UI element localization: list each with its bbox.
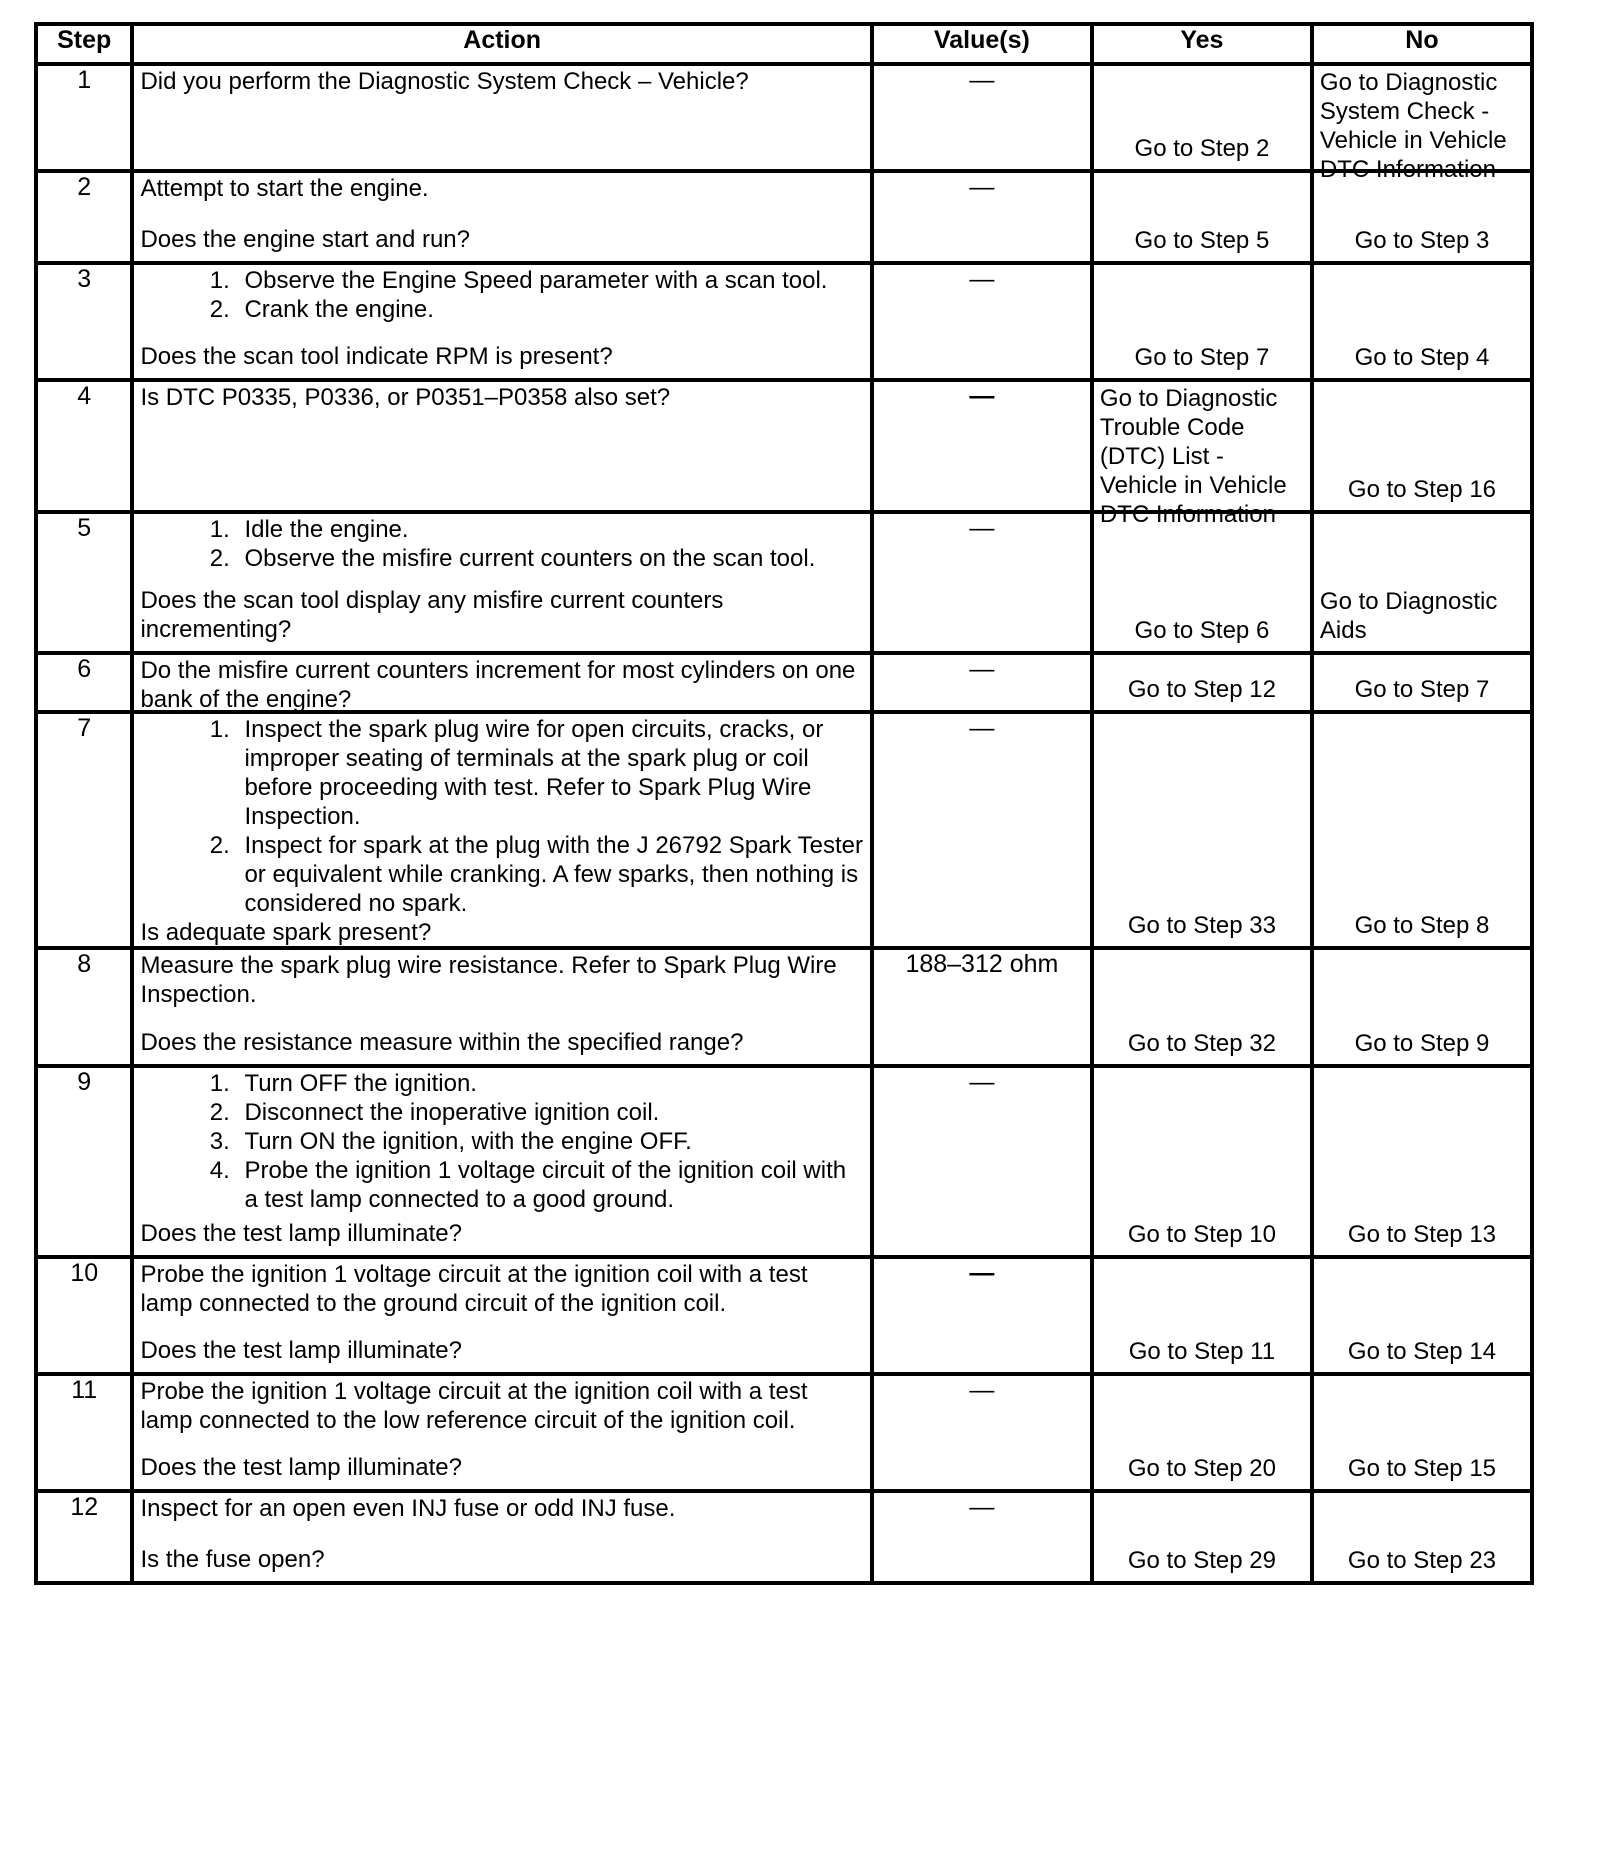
action-question: Does the test lamp illuminate? [140, 1220, 462, 1247]
yes-target: Go to Step 29 [1127, 1547, 1276, 1574]
no-target: Go to Step 3 [1354, 227, 1490, 254]
header-values: Value(s) [872, 24, 1092, 64]
action-text: Measure the spark plug wire resistance. Refer to Spark Plug Wire Inspection. [140, 952, 837, 1008]
yes-cell [1092, 64, 1312, 171]
yes-cell [1092, 1374, 1312, 1491]
action-question: Is adequate spark present? [140, 919, 432, 946]
table-row [36, 712, 1532, 948]
action-cell [132, 512, 871, 653]
value-cell: — [872, 64, 1092, 171]
action-question: Does the test lamp illuminate? [140, 1337, 462, 1364]
step-number: 10 [36, 1257, 132, 1374]
yes-cell [1092, 171, 1312, 263]
action-step-item: 1. Idle the engine. [236, 515, 865, 544]
header-row [36, 24, 1532, 64]
value-cell: — [872, 1257, 1092, 1374]
action-cell [132, 380, 871, 512]
header-yes: Yes [1092, 24, 1312, 64]
table-row [36, 1066, 1532, 1257]
yes-cell [1092, 1066, 1312, 1257]
yes-cell [1092, 712, 1312, 948]
action-text: Attempt to start the engine. [140, 175, 429, 202]
table-row [36, 653, 1532, 712]
value-cell: — [872, 653, 1092, 712]
step-number: 3 [36, 263, 132, 380]
no-target: Go to Step 16 [1347, 476, 1497, 503]
action-step-list [140, 266, 865, 324]
action-step-list [140, 715, 865, 918]
table-row [36, 380, 1532, 512]
value-cell: — [872, 1374, 1092, 1491]
yes-cell [1092, 263, 1312, 380]
no-cell [1312, 1491, 1532, 1583]
no-cell [1312, 1374, 1532, 1491]
no-target: Go to Step 8 [1354, 912, 1490, 939]
yes-target: Go to Step 2 [1134, 135, 1270, 162]
table-row [36, 1257, 1532, 1374]
yes-cell [1092, 653, 1312, 712]
yes-target: Go to Step 32 [1127, 1030, 1276, 1057]
step-number: 8 [36, 948, 132, 1066]
action-cell [132, 64, 871, 171]
yes-cell [1092, 512, 1312, 653]
table-row [36, 512, 1532, 653]
table-row [36, 948, 1532, 1066]
action-step-item: 2. Observe the misfire current counters on the scan tool. [236, 544, 865, 573]
yes-target: Go to Step 20 [1127, 1455, 1276, 1482]
action-question: Does the scan tool indicate RPM is present? [140, 343, 613, 370]
yes-target: Go to Step 5 [1134, 227, 1270, 254]
table-row [36, 171, 1532, 263]
yes-cell [1092, 948, 1312, 1066]
step-number: 5 [36, 512, 132, 653]
step-number: 6 [36, 653, 132, 712]
action-step-item: 1. Turn OFF the ignition. [236, 1069, 865, 1098]
action-step-list [140, 1069, 865, 1214]
action-question: Does the engine start and run? [140, 226, 470, 253]
value-cell: 188–312 ohm [872, 948, 1092, 1066]
table-row [36, 64, 1532, 171]
yes-target: Go to Step 11 [1128, 1338, 1276, 1365]
no-target: Go to Step 15 [1347, 1455, 1497, 1482]
no-target: Go to Step 4 [1354, 344, 1490, 371]
no-target: Go to Step 23 [1347, 1547, 1497, 1574]
no-target: Go to Diagnostic System Check - Vehicle in Vehicle DTC Information [1319, 69, 1507, 183]
action-question: Is the fuse open? [140, 1546, 325, 1573]
diagnostic-table [34, 22, 1534, 1585]
no-target: Go to Diagnostic Aids [1319, 588, 1498, 644]
yes-target: Go to Step 12 [1127, 676, 1276, 703]
no-cell [1312, 512, 1532, 653]
action-cell [132, 1066, 871, 1257]
action-text: Did you perform the Diagnostic System Check – Vehicle? [140, 68, 749, 95]
action-cell [132, 1491, 871, 1583]
no-cell [1312, 171, 1532, 263]
header-action: Action [132, 24, 871, 64]
action-cell [132, 1257, 871, 1374]
value-cell: — [872, 512, 1092, 653]
action-cell [132, 653, 871, 712]
step-number: 1 [36, 64, 132, 171]
no-cell [1312, 1066, 1532, 1257]
action-step-item: 2. Disconnect the inoperative ignition coil. [236, 1098, 865, 1127]
action-text: Is DTC P0335, P0336, or P0351–P0358 also set? [140, 384, 671, 411]
no-cell [1312, 380, 1532, 512]
step-number: 12 [36, 1491, 132, 1583]
table-row [36, 263, 1532, 380]
action-step-list [140, 515, 865, 573]
action-cell [132, 948, 871, 1066]
action-step-item: 3. Turn ON the ignition, with the engine OFF. [236, 1127, 865, 1156]
yes-target: Go to Step 7 [1134, 344, 1270, 371]
table-row [36, 1491, 1532, 1583]
action-step-item: 2. Inspect for spark at the plug with the J 26792 Spark Tester or equivalent while cranking. A few sparks, then nothing is considered no spark. [236, 831, 865, 918]
no-cell [1312, 64, 1532, 183]
value-cell: — [872, 1491, 1092, 1583]
yes-target: Go to Step 33 [1127, 912, 1276, 939]
value-cell: — [872, 171, 1092, 263]
yes-cell [1092, 380, 1312, 528]
yes-cell [1092, 1491, 1312, 1583]
action-cell [132, 171, 871, 263]
value-cell: — [872, 263, 1092, 380]
no-cell [1312, 1257, 1532, 1374]
yes-cell [1092, 1257, 1312, 1374]
step-number: 4 [36, 380, 132, 512]
yes-target: Go to Diagnostic Trouble Code (DTC) List - Vehicle in Vehicle DTC Information [1099, 385, 1287, 528]
no-cell [1312, 263, 1532, 380]
header-no: No [1312, 24, 1532, 64]
value-cell: — [872, 380, 1092, 512]
yes-target: Go to Step 6 [1134, 617, 1270, 644]
action-step-item: 4. Probe the ignition 1 voltage circuit of the ignition coil with a test lamp connected to a good ground. [236, 1156, 865, 1214]
no-target: Go to Step 14 [1347, 1338, 1497, 1365]
no-cell [1312, 948, 1532, 1066]
action-step-item: 1. Observe the Engine Speed parameter with a scan tool. [236, 266, 865, 295]
no-cell [1312, 653, 1532, 712]
header-step: Step [36, 24, 132, 64]
step-number: 9 [36, 1066, 132, 1257]
action-question: Does the test lamp illuminate? [140, 1454, 462, 1481]
yes-target: Go to Step 10 [1127, 1221, 1276, 1248]
action-text: Do the misfire current counters increment for most cylinders on one bank of the engine? [140, 657, 856, 713]
action-cell [132, 712, 871, 948]
action-cell [132, 1374, 871, 1491]
action-step-item: 1. Inspect the spark plug wire for open circuits, cracks, or improper seating of terminals at the spark plug or coil before proceeding with test. Refer to Spark Plug Wire Inspection. [236, 715, 865, 831]
table-row [36, 1374, 1532, 1491]
action-text: Probe the ignition 1 voltage circuit at the ignition coil with a test lamp connected to the ground circuit of the ignition coil. [140, 1261, 808, 1317]
no-target: Go to Step 9 [1354, 1030, 1490, 1057]
action-question: Does the resistance measure within the specified range? [140, 1029, 744, 1056]
action-text: Inspect for an open even INJ fuse or odd INJ fuse. [140, 1495, 676, 1522]
value-cell: — [872, 1066, 1092, 1257]
step-number: 7 [36, 712, 132, 948]
value-cell: — [872, 712, 1092, 948]
action-cell [132, 263, 871, 380]
action-question: Does the scan tool display any misfire current counters incrementing? [140, 587, 724, 643]
no-cell [1312, 712, 1532, 948]
step-number: 2 [36, 171, 132, 263]
no-target: Go to Step 7 [1354, 676, 1490, 703]
action-text: Probe the ignition 1 voltage circuit at the ignition coil with a test lamp connected to the low reference circuit of the ignition coil. [140, 1378, 808, 1434]
no-target: Go to Step 13 [1347, 1221, 1497, 1248]
step-number: 11 [36, 1374, 132, 1491]
action-step-item: 2. Crank the engine. [236, 295, 865, 324]
